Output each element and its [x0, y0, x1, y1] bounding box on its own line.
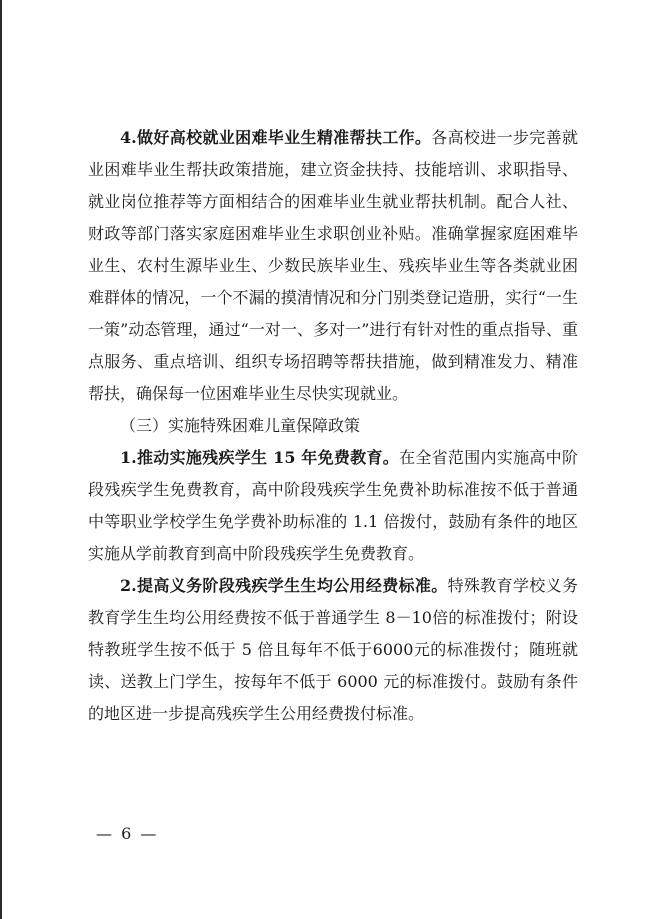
paragraph-lead-title: 1.推动实施残疾学生 15 年免费教育。 — [120, 448, 400, 467]
page-number: — 6 — — [96, 824, 159, 843]
paragraph-free-education — [88, 442, 578, 570]
page-left-edge-line — [0, 0, 2, 919]
paragraph-body: 特殊教育学校义务教育学生生均公用经费按不低于普通学生 8－10倍的标准拨付；附设特教班学生按不低于 5 倍且每年不低于6000元的标准拨付；随班就读、送教上门学生，按每年不低于 6000 元的标准拨付。鼓励有条件的地区进一步提高残疾学生公用经费拨付标准。 — [88, 576, 578, 723]
paragraph-body: 各高校进一步完善就业困难毕业生帮扶政策措施，建立资金扶持、技能培训、求职指导、就业岗位推荐等方面相结合的困难毕业生就业帮扶机制。配合人社、财政等部门落实家庭困难毕业生求职创业补贴。准确掌握家庭困难毕业生、农村生源毕业生、少数民族毕业生、残疾毕业生等各类就业困难群体的情况，一个不漏的摸清情况和分门别类登记造册，实行“一生一策”动态管理，通过“一对一、多对一”进行有针对性的重点指导、重点服务、重点培训、组织专场招聘等帮扶措施，做到精准发力、精准帮扶，确保每一位困难毕业生尽快实现就业。 — [88, 128, 578, 403]
body-text — [88, 122, 578, 730]
paragraph-lead-title: 2.提高义务阶段残疾学生生均公用经费标准。 — [120, 576, 448, 595]
paragraph-public-funding — [88, 570, 578, 730]
paragraph-body: 在全省范围内实施高中阶段残疾学生免费教育，高中阶段残疾学生免费补助标准按不低于普通中等职业学校学生免学费补助标准的 1.1 倍拨付，鼓励有条件的地区实施从学前教育到高中阶段残疾学生免费教育。 — [88, 448, 578, 563]
section-heading-special-children: （三）实施特殊困难儿童保障政策 — [120, 416, 361, 435]
paragraph-lead-title: 4.做好高校就业困难毕业生精准帮扶工作。 — [120, 128, 432, 147]
paragraph-graduate-assistance — [88, 122, 578, 410]
